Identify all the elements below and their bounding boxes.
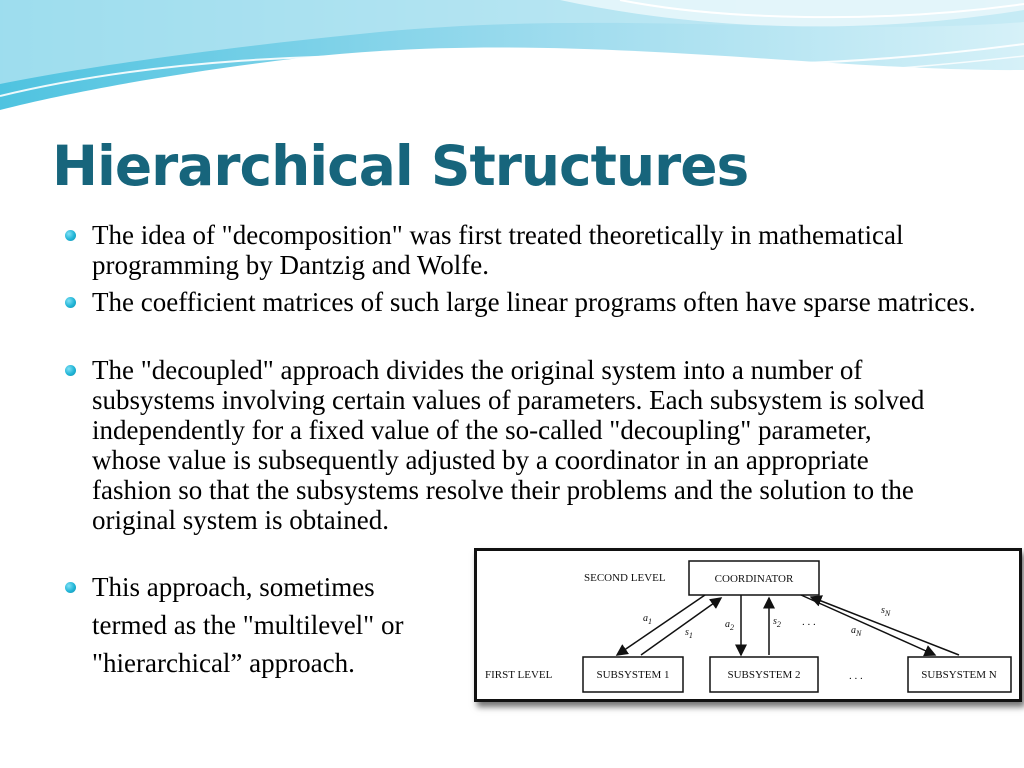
subsystem-2-label: SUBSYSTEM 2 — [727, 669, 801, 681]
edge-label-s1: $s_1$ — [685, 627, 693, 640]
subsystem-n-label: SUBSYSTEM N — [921, 669, 997, 681]
edge-aN — [801, 595, 935, 655]
edge-label-a2: $a_2$ — [725, 619, 734, 632]
bullet-item — [92, 568, 472, 682]
bullet-dot-icon — [65, 297, 76, 308]
edge-label-s2: $s_2$ — [773, 616, 781, 629]
bullet-dot-icon — [65, 582, 76, 593]
subsystem-1-label: SUBSYSTEM 1 — [596, 669, 670, 681]
bullet-text: The idea of "decomposition" was first treated theoretically in mathematical programming by Dantzig and Wolfe. — [92, 220, 904, 280]
bullet-text: The "decoupled" approach divides the original system into a number of subsystems involving certain values of parameters. Each subsystem is solved independently for a fixed value of the so-called "decoupling" parameter, whose value is subsequently adjusted by a coordinator in an appropriate fashion so that the subsystems resolve their problems and the solution to the original system is obtained. — [92, 355, 925, 535]
bullet-item — [92, 355, 942, 535]
bullet-item — [92, 220, 982, 280]
bullet-item — [92, 287, 982, 317]
edge-label-a1: $a_1$ — [643, 613, 652, 626]
bullet-text-line: This approach, sometimes — [92, 572, 375, 602]
ellipsis-middle: . . . — [802, 616, 816, 628]
bullet-dot-icon — [65, 230, 76, 241]
coordinator-label: COORDINATOR — [714, 573, 794, 585]
bullet-text-line: termed as the "multilevel" or — [92, 610, 404, 640]
edge-s1 — [641, 598, 721, 655]
slide-title: Hierarchical Structures — [52, 134, 749, 198]
header-wave-decoration — [0, 0, 1024, 125]
edge-a1 — [617, 595, 705, 655]
edge-label-sN: $s_N$ — [881, 605, 891, 618]
first-level-label: FIRST LEVEL — [485, 669, 553, 681]
second-level-label: SECOND LEVEL — [584, 572, 666, 584]
edge-sN — [811, 597, 959, 655]
hierarchy-diagram-figure — [474, 548, 1022, 702]
bullet-text: The coefficient matrices of such large linear programs often have sparse matrices. — [92, 287, 976, 317]
edge-label-aN: $a_N$ — [851, 625, 862, 638]
bullet-text-line: "hierarchical” approach. — [92, 648, 355, 678]
ellipsis-bottom: . . . — [849, 670, 863, 682]
bullet-dot-icon — [65, 365, 76, 376]
